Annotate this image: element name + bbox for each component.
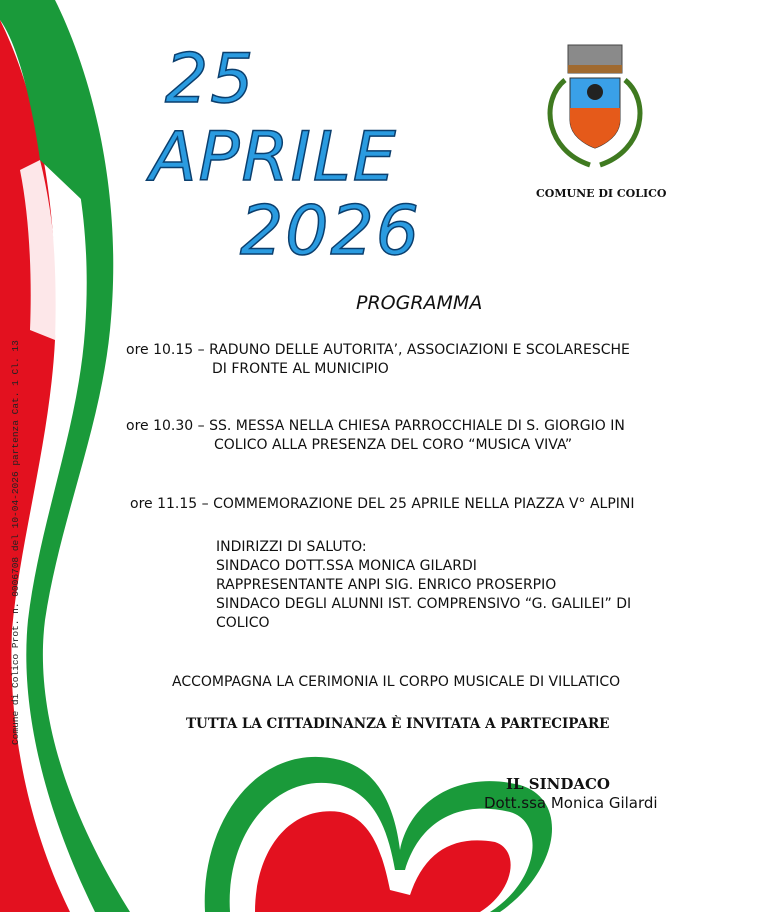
coat-of-arms-icon bbox=[530, 40, 660, 175]
title-year: 2026 bbox=[240, 192, 422, 271]
greetings-list bbox=[216, 538, 631, 633]
program-text: COMMEMORAZIONE DEL 25 APRILE NELLA PIAZZA V° ALPINI bbox=[213, 496, 635, 512]
program-text: RADUNO DELLE AUTORITA’, ASSOCIAZIONI E SCOLARESCHE bbox=[209, 342, 630, 358]
program-text-cont: DI FRONTE AL MUNICIPIO bbox=[212, 361, 389, 377]
programma-heading: PROGRAMMA bbox=[356, 292, 483, 314]
program-text-cont: COLICO ALLA PRESENZA DEL CORO “MUSICA VIVA” bbox=[214, 437, 573, 453]
program-item-1015 bbox=[126, 342, 630, 358]
greeting-item: SINDACO DOTT.SSA MONICA GILARDI bbox=[216, 558, 477, 574]
program-time: ore 10.15 – bbox=[126, 342, 205, 358]
signature-role: IL SINDACO bbox=[506, 775, 610, 793]
program-text: SS. MESSA NELLA CHIESA PARROCCHIALE DI S. GIORGIO IN bbox=[209, 418, 625, 434]
title-month: APRILE bbox=[150, 118, 398, 197]
program-item-1030 bbox=[126, 418, 625, 434]
crest-caption: COMUNE DI COLICO bbox=[536, 187, 667, 200]
greetings-heading: INDIRIZZI DI SALUTO: bbox=[216, 539, 367, 555]
program-time: ore 11.15 – bbox=[130, 496, 209, 512]
program-item-1115 bbox=[130, 496, 635, 512]
greeting-item: RAPPRESENTANTE ANPI SIG. ENRICO PROSERPIO bbox=[216, 577, 557, 593]
greeting-item: SINDACO DEGLI ALUNNI IST. COMPRENSIVO “G. GALILEI” DI bbox=[216, 596, 632, 612]
signature-name: Dott.ssa Monica Gilardi bbox=[484, 794, 658, 812]
music-note: ACCOMPAGNA LA CERIMONIA IL CORPO MUSICALE DI VILLATICO bbox=[172, 674, 621, 690]
greeting-item: COLICO bbox=[216, 615, 270, 631]
program-time: ore 10.30 – bbox=[126, 418, 205, 434]
colico-crest bbox=[530, 40, 660, 175]
invitation: TUTTA LA CITTADINANZA È INVITATA A PARTECIPARE bbox=[186, 716, 610, 732]
title-day: 25 bbox=[165, 40, 256, 119]
protocol-stamp: Comune di Colico Prot. n. 0006708 del 10-04-2026 partenza Cat. 1 Cl. 13 bbox=[10, 340, 21, 745]
